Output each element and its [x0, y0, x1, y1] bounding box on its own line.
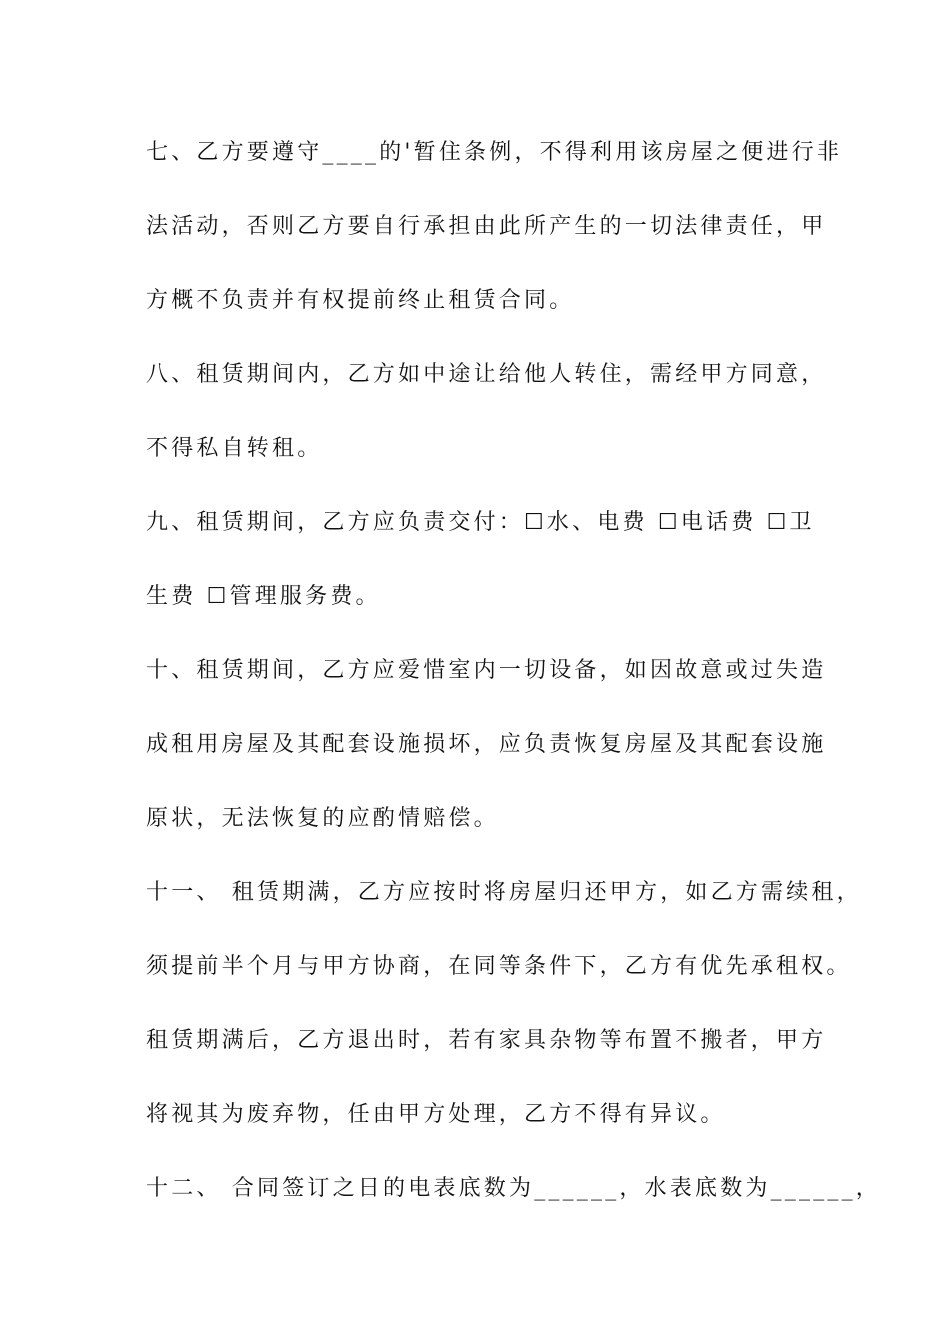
- clause-7-line-2: 法活动，否则乙方要自行承担由此所产生的一切法律责任，甲: [146, 214, 827, 239]
- clause-12-line-1: 十二、 合同签订之日的电表底数为______，水表底数为______，: [146, 1176, 881, 1201]
- clause-10-line-2: 成租用房屋及其配套设施损坏，应负责恢复房屋及其配套设施: [146, 732, 827, 757]
- clause-7-line-1: 七、乙方要遵守____的'暂住条例，不得利用该房屋之便进行非: [146, 140, 843, 165]
- clause-8-line-2: 不得私自转租。: [146, 436, 323, 461]
- clause-9-line-1: 九、租赁期间，乙方应负责交付：☐水、电费 ☐电话费 ☐卫: [146, 510, 815, 535]
- clause-11-line-1: 十一、 租赁期满，乙方应按时将房屋归还甲方，如乙方需续租，: [146, 880, 862, 905]
- clause-11-line-3: 租赁期满后，乙方退出时，若有家具杂物等布置不搬者，甲方: [146, 1028, 827, 1053]
- clause-11-line-4: 将视其为废弃物，任由甲方处理，乙方不得有异议。: [146, 1102, 726, 1127]
- contract-text: [146, 126, 881, 1236]
- clause-9-line-2: 生费 ☐管理服务费。: [146, 584, 381, 609]
- clause-10-line-3: 原状，无法恢复的应酌情赔偿。: [146, 806, 499, 831]
- clause-7-line-3: 方概不负责并有权提前终止租赁合同。: [146, 288, 575, 313]
- clause-11-line-2: 须提前半个月与甲方协商，在同等条件下，乙方有优先承租权。: [146, 954, 852, 979]
- clause-10-line-1: 十、租赁期间，乙方应爱惜室内一切设备，如因故意或过失造: [146, 658, 827, 683]
- clause-8-line-1: 八、租赁期间内，乙方如中途让给他人转住，需经甲方同意，: [146, 362, 827, 387]
